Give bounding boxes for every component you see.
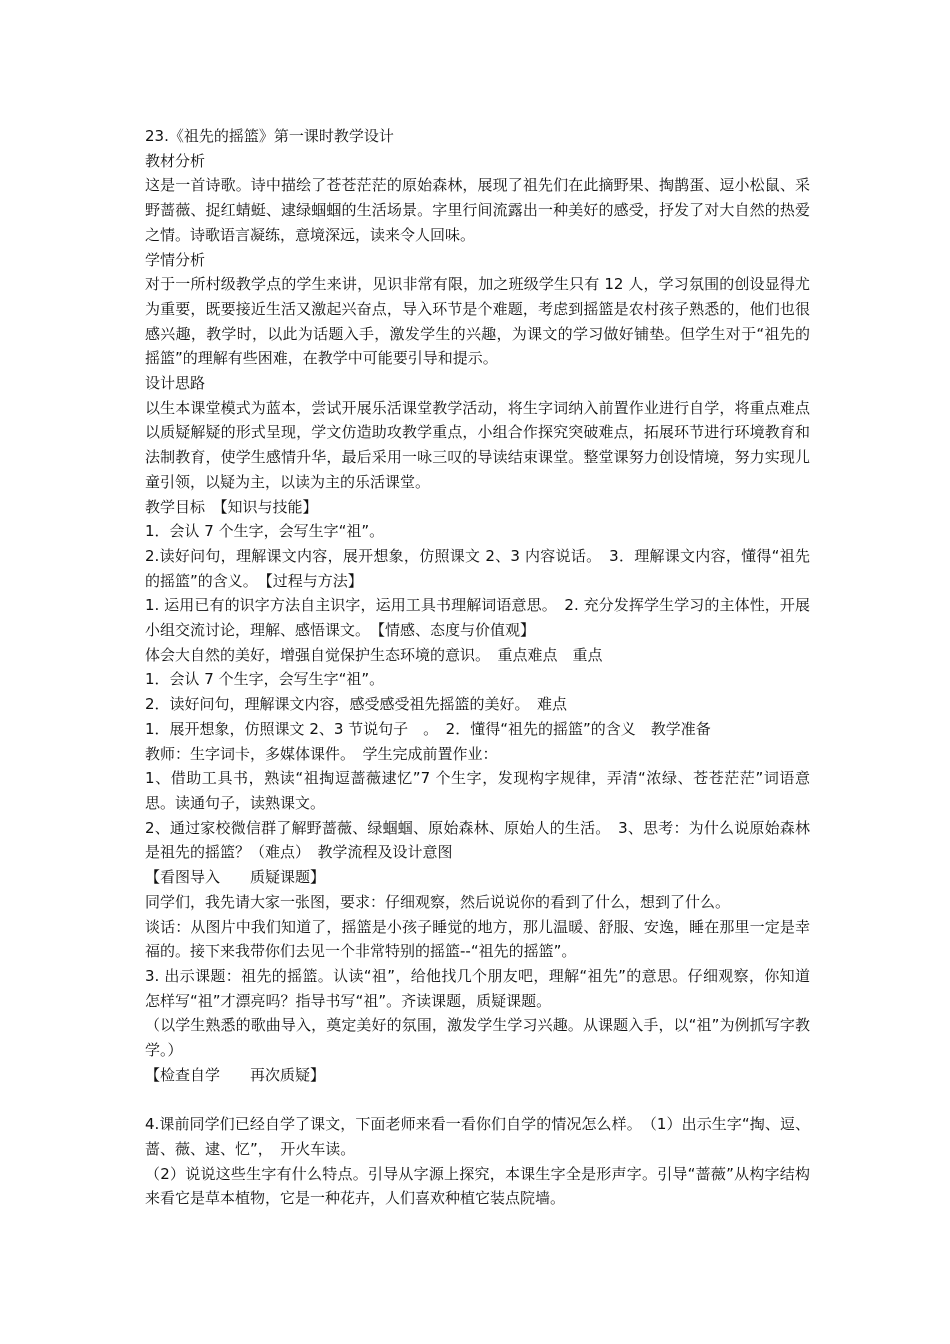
document-body [145,124,810,1211]
goal-item: 体会大自然的美好，增强自觉保护生态环境的意识。 重点难点 重点 [145,645,603,664]
section-heading-student-analysis: 学情分析 [145,250,206,269]
section-heading-picture-intro: 【看图导入 质疑课题】 [145,868,326,887]
section-heading-textbook-analysis: 教材分析 [145,151,206,170]
section-heading-teaching-goals: 教学目标 【知识与技能】 [145,497,318,516]
design-intent-note: （以学生熟悉的歌曲导入，奠定美好的氛围，激发学生学习兴趣。从课题入手，以“祖”为例抓写字教学。） [145,1016,810,1060]
teaching-step: 同学们，我先请大家一张图，要求：仔细观察，然后说说你的看到了什么，想到了什么。 [145,892,731,911]
key-point-item: 2．读好问句，理解课文内容，感受感受祖先摇篮的美好。 难点 [145,695,568,714]
paragraph-design-idea: 以生本课堂模式为蓝本，尝试开展乐活课堂教学活动，将生字词纳入前置作业进行自学，将重点难点以质疑解疑的形式呈现，学文仿造助攻教学重点，小组合作探究突破难点，拓展环节进行环境教育和法制教育，使学生感情升华，最后采用一咏三叹的导读结束课堂。整堂课努力创设情境，努力实现儿童引领，以疑为主，以读为主的乐活课堂。 [145,398,810,491]
key-point-item: 1．会认 7 个生字，会写生字“祖”。 [145,670,385,689]
teaching-step: 3. 出示课题：祖先的摇篮。认读“祖”，给他找几个朋友吧，理解“祖先”的意思。仔细观察，你知道怎样写“祖”才漂亮吗？指导书写“祖”。齐读课题，质疑课题。 [145,966,810,1010]
difficulty-item: 1．展开想象，仿照课文 2、3 节说句子 。 2．懂得“祖先的摇篮”的含义 教学准备 [145,719,711,738]
preparation-item: 教师：生字词卡，多媒体课件。 学生完成前置作业： [145,744,498,763]
preparation-item: 2、通过家校微信群了解野蔷薇、绿蝈蝈、原始森林、原始人的生活。 3、思考：为什么说原始森林是祖先的摇篮？（难点） 教学流程及设计意图 [145,818,810,862]
blank-line [145,1087,810,1112]
goal-item: 2.读好问句，理解课文内容，展开想象，仿照课文 2、3 内容说话。 3．理解课文内容，懂得“祖先的摇篮”的含义。 【过程与方法】 [145,546,810,590]
preparation-item: 1、借助工具书，熟读“祖掏逗蔷薇逮忆”7 个生字，发现构字规律，弄清“浓绿、苍苍茫茫”词语意思。读通句子，读熟课文。 [145,769,810,812]
teaching-step: 4.课前同学们已经自学了课文，下面老师来看一看你们自学的情况怎么样。 （1）出示生字“掏、逗、蔷、薇、逮、忆”， 开火车读。 [145,1115,810,1158]
goal-item: 1. 运用已有的识字方法自主识字，运用工具书理解词语意思。 2. 充分发挥学生学习的主体性，开展小组交流讨论，理解、感悟课文。 【情感、态度与价值观】 [145,596,810,640]
teaching-step: 谈话：从图片中我们知道了，摇篮是小孩子睡觉的地方，那儿温暖、舒服、安逸，睡在那里一定是幸福的。接下来我带你们去见一个非常特别的摇篮--“祖先的摇篮”。 [145,917,810,961]
goal-item: 1．会认 7 个生字，会写生字“祖”。 [145,522,385,541]
paragraph-student-analysis: 对于一所村级教学点的学生来讲，见识非常有限，加之班级学生只有 12 人，学习氛围的创设显得尤为重要，既要接近生活又激起兴奋点，导入环节是个难题，考虑到摇篮是农村孩子熟悉的，他们也很感兴趣，教学时，以此为话题入手，激发学生的兴趣，为课文的学习做好铺垫。但学生对于“祖先的摇篮”的理解有些困难，在教学中可能要引导和提示。 [145,275,810,368]
paragraph-textbook-analysis: 这是一首诗歌。诗中描绘了苍苍茫茫的原始森林，展现了祖先们在此摘野果、掏鹊蛋、逗小松鼠、采野蔷薇、捉红蜻蜓、逮绿蝈蝈的生活场景。字里行间流露出一种美好的感受，抒发了对大自然的热爱之情。诗歌语言凝练，意境深远，读来令人回味。 [145,176,810,244]
section-heading-design-idea: 设计思路 [145,374,206,393]
document-title: 23.《祖先的摇篮》第一课时教学设计 [145,127,394,145]
section-heading-check-self-study: 【检查自学 再次质疑】 [145,1065,326,1084]
teaching-step: （2）说说这些生字有什么特点。引导从字源上探究，本课生字全是形声字。引导“蔷薇”从构字结构来看它是草本植物，它是一种花卉，人们喜欢种植它装点院墙。 [145,1164,810,1208]
